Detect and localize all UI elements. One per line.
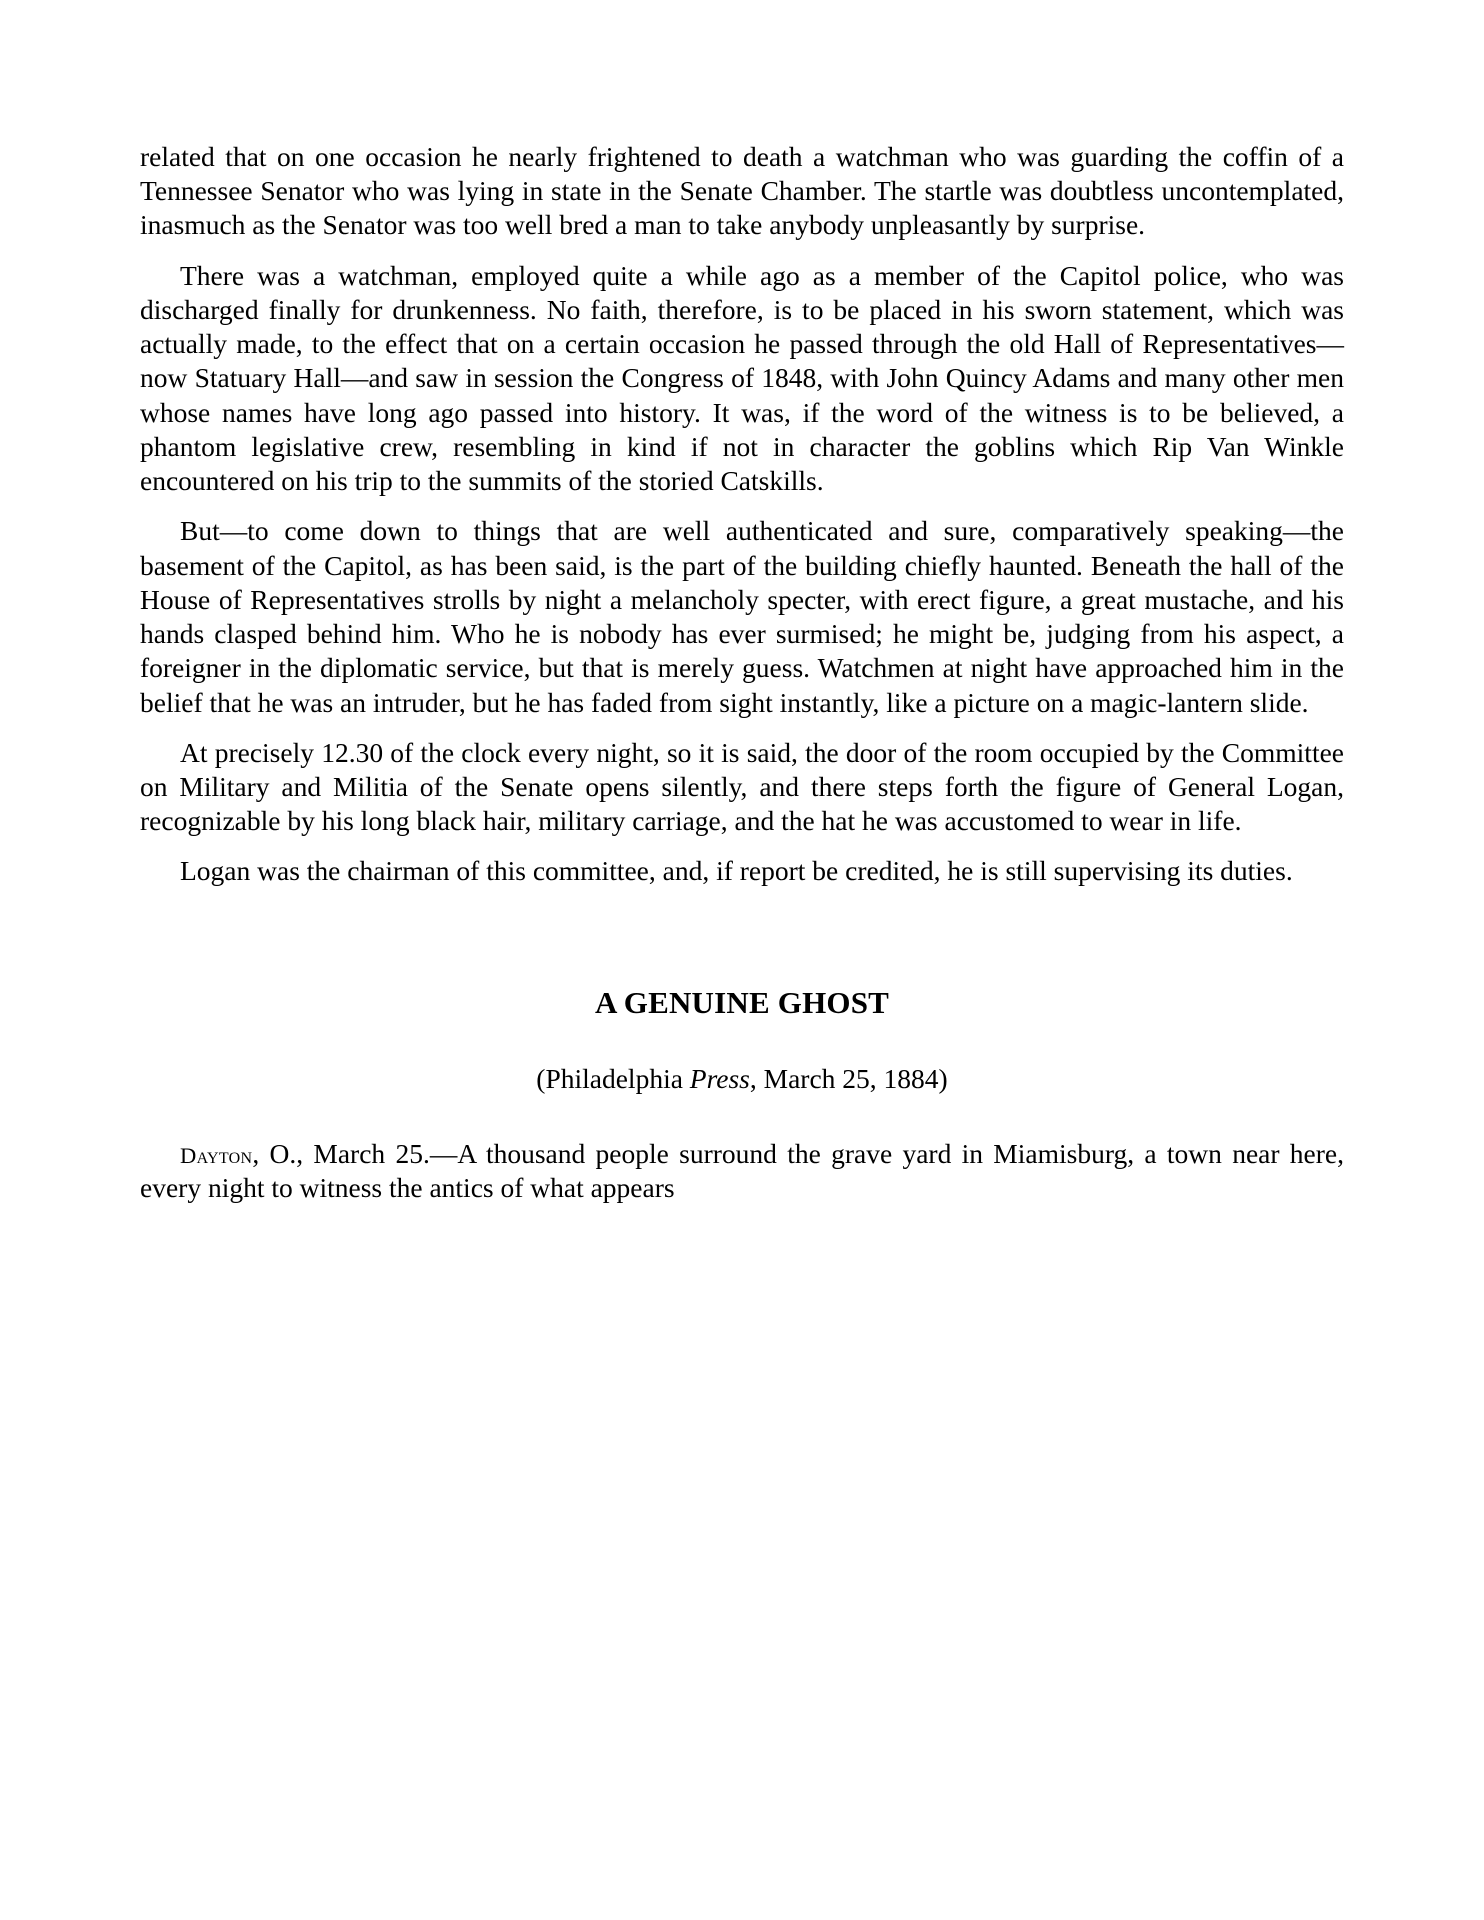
- paragraph: [140, 1137, 1344, 1205]
- paragraph: related that on one occasion he nearly frightened to death a watchman who was guarding the coffin of a Tennessee Senator who was lying in state in the Senate Chamber. The startle was doubtless uncontemplated, inasmuch as the Senator was too well bred a man to take anybody unpleasantly by surprise.: [140, 141, 1344, 241]
- source-prefix: (Philadelphia: [536, 1062, 690, 1094]
- paragraph: At precisely 12.30 of the clock every night, so it is said, the door of the room occupied by the Committee on Military and Militia of the Senate opens silently, and there steps forth the figure of General Logan, recognizable by his long black hair, military carriage, and the hat he was accustomed to wear in life.: [140, 736, 1344, 837]
- source-publication: Press: [689, 1062, 750, 1094]
- paragraph: There was a watchman, employed quite a while ago as a member of the Capitol police, who was discharged finally for drunkenness. No faith, therefore, is to be placed in his sworn statement, which was actually made, to the effect that on a certain occasion he passed through the old Hall of Representatives—now Statuary Hall—and saw in session the Congress of 1848, with John Quincy Adams and many other men whose names have long ago passed into history. It was, if the word of the witness is to be believed, a phantom legislative crew, resembling in kind if not in character the goblins which Rip Van Winkle encountered on his trip to the summits of the storied Catskills.: [140, 259, 1344, 497]
- source-suffix: , March 25, 1884): [749, 1062, 948, 1094]
- section-heading: A GENUINE GHOST: [594, 984, 890, 1020]
- dateline-city: Dayton: [180, 1142, 253, 1168]
- paragraph: But—to come down to things that are well authenticated and sure, comparatively speaking—the basement of the Capitol, as has been said, is the part of the building chiefly haunted. Beneath the hall of the House of Representatives strolls by night a melancholy specter, with erect figure, a great mustache, and his hands clasped behind him. Who he is nobody has ever surmised; he might be, judging from his aspect, a foreigner in the diplomatic service, but that is merely guess. Watchmen at night have approached him in the belief that he was an intruder, but he has faded from sight instantly, like a picture on a magic-lantern slide.: [140, 515, 1344, 718]
- section-source-line: [140, 1063, 1344, 1095]
- paragraph: Logan was the chairman of this committee, and, if report be credited, he is still supervising its duties.: [180, 855, 1293, 887]
- dateline-rest: , O., March 25.—A thousand people surround the grave yard in Miamisburg, a town near here, every night to witness the antics of what appears: [140, 1137, 1344, 1203]
